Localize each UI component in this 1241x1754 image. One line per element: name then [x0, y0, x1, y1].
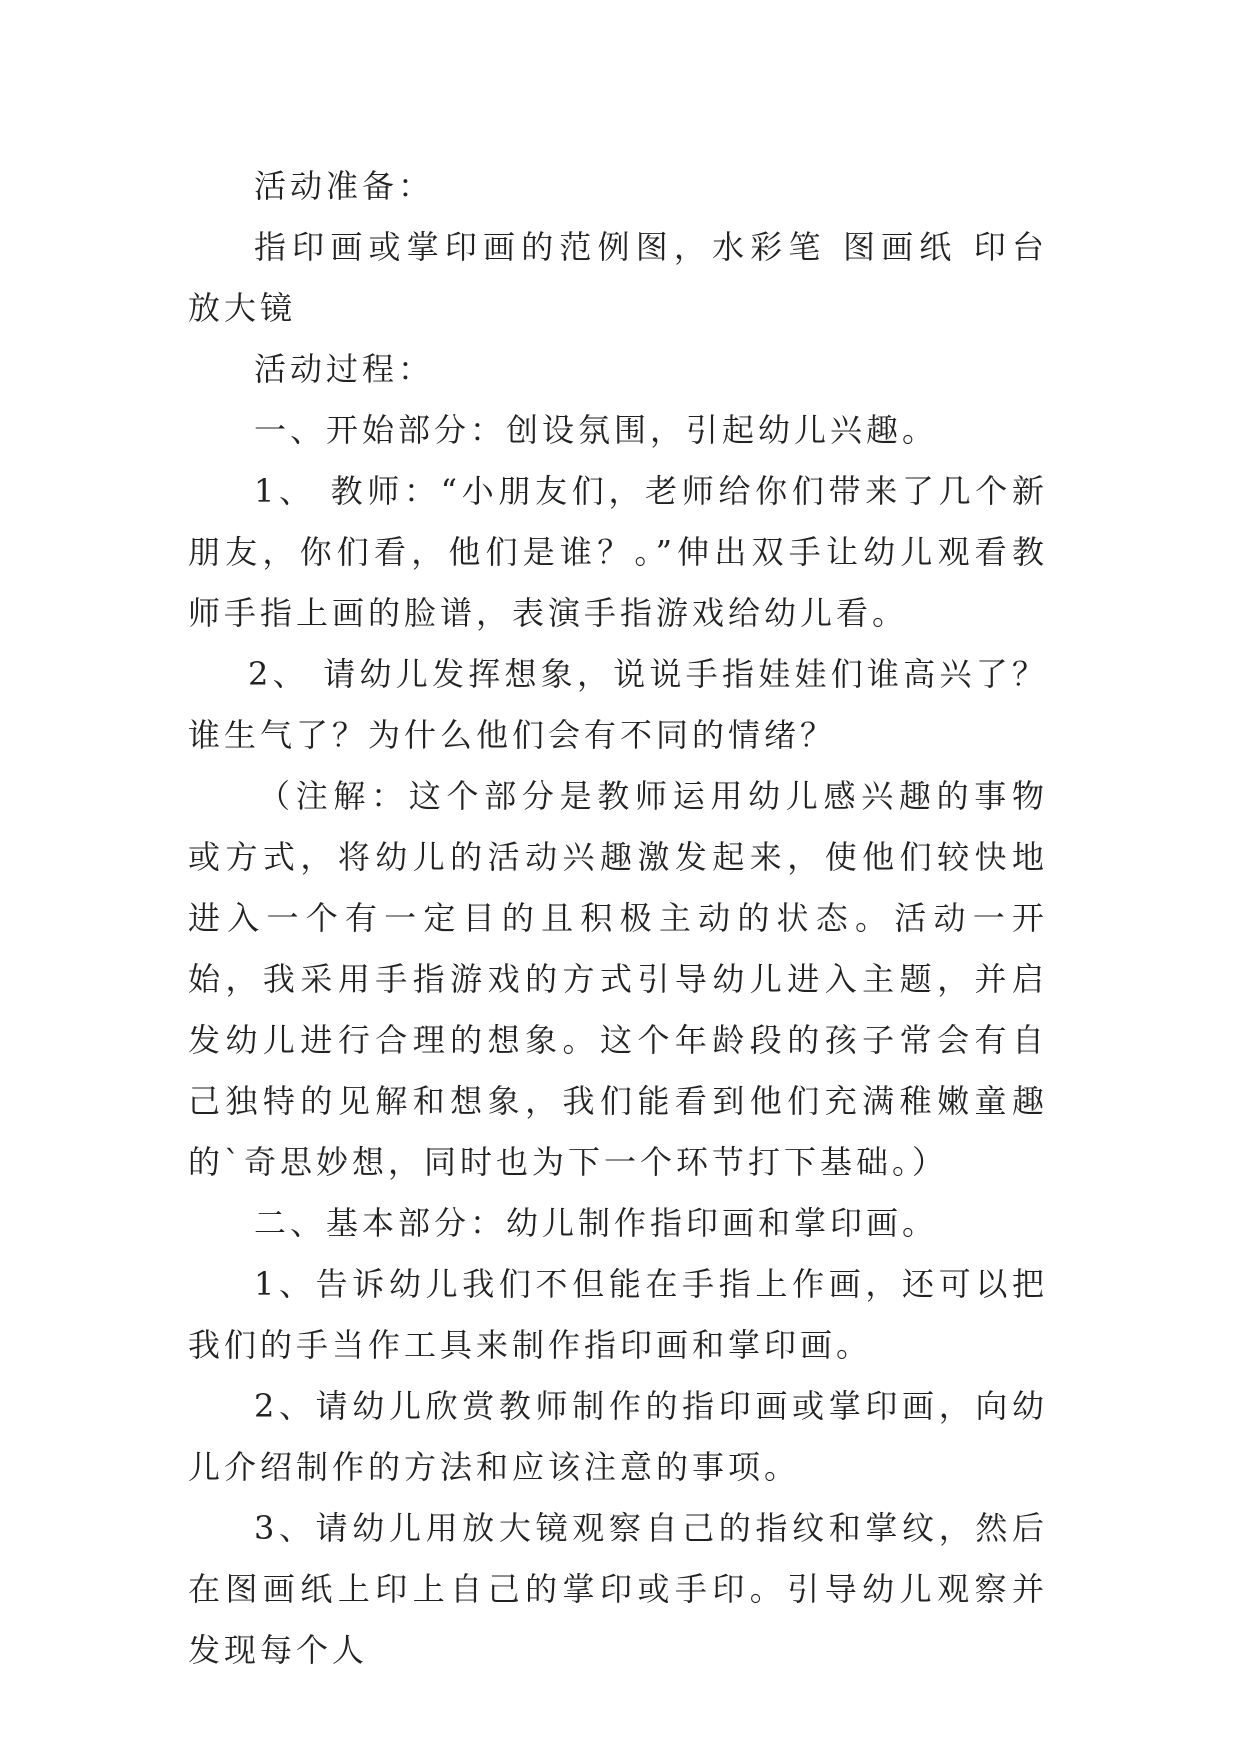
- paragraph-basic-step-1: 1、告诉幼儿我们不但能在手指上作画，还可以把我们的手当作工具来制作指印画和掌印画。: [188, 1265, 1048, 1364]
- document-body: [188, 156, 1048, 1681]
- paragraph-section-one-heading: 一、开始部分：创设氛围，引起幼儿兴趣。: [254, 411, 939, 449]
- paragraph-preparation-heading: 活动准备：: [254, 167, 435, 205]
- paragraph-process-heading: 活动过程：: [254, 350, 435, 388]
- paragraph-step-2: 2、 请幼儿发挥想象，说说手指娃娃们谁高兴了？谁生气了？为什么他们会有不同的情绪？: [188, 655, 1048, 754]
- paragraph-basic-step-3: 3、请幼儿用放大镜观察自己的指纹和掌纹，然后在图画纸上印上自己的掌印或手印。引导幼儿观察并发现每个人: [188, 1509, 1048, 1669]
- paragraph-basic-step-2: 2、请幼儿欣赏教师制作的指印画或掌印画，向幼儿介绍制作的方法和应该注意的事项。: [188, 1387, 1048, 1486]
- paragraph-materials: 指印画或掌印画的范例图，水彩笔 图画纸 印台 放大镜: [188, 228, 1048, 327]
- paragraph-step-1: 1、 教师：“小朋友们，老师给你们带来了几个新朋友，你们看，他们是谁？。”伸出双手让幼儿观看教师手指上画的脸谱，表演手指游戏给幼儿看。: [188, 472, 1048, 632]
- paragraph-section-two-heading: 二、基本部分：幼儿制作指印画和掌印画。: [254, 1204, 939, 1242]
- paragraph-annotation: （注解：这个部分是教师运用幼儿感兴趣的事物或方式，将幼儿的活动兴趣激发起来，使他们较快地进入一个有一定目的且积极主动的状态。活动一开始，我采用手指游戏的方式引导幼儿进入主题，并启发幼儿进行合理的想象。这个年龄段的孩子常会有自己独特的见解和想象，我们能看到他们充满稚嫩童趣的`奇思妙想，同时也为下一个环节打下基础。）: [188, 777, 1048, 1181]
